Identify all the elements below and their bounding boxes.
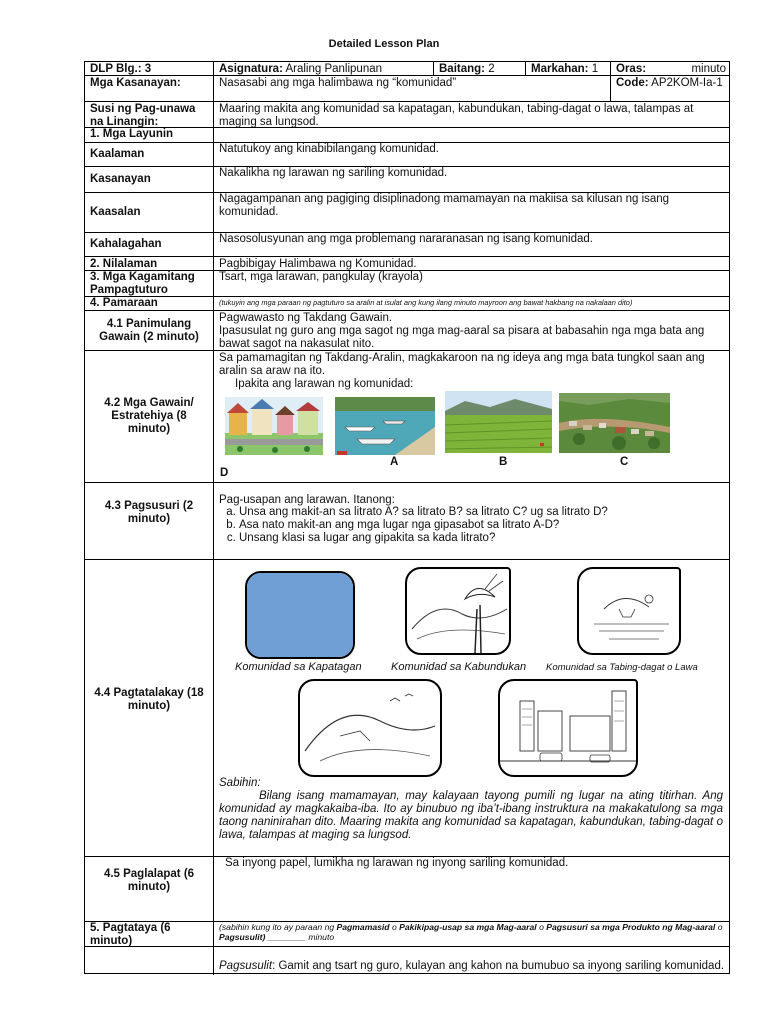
talampas-sketch <box>298 679 442 777</box>
tabing-dagat-sketch <box>577 567 681 655</box>
town-illustration <box>225 397 323 455</box>
content-label: 2. Nilalaman <box>90 258 158 270</box>
s43-intro: Pag-usapan ang larawan. Itanong: <box>219 494 395 506</box>
code: Code: AP2KOM-Ia-1 <box>616 77 723 89</box>
lungsod-sketch <box>498 679 638 777</box>
letter-d: D <box>220 467 229 479</box>
question-c: c. Unsang klasi sa lugar ang gipakita sa kada litrato? <box>239 532 719 545</box>
procedure-label: 4. Pamaraan <box>90 297 158 309</box>
s45-text: Sa inyong papel, lumikha ng larawan ng inyong sariling komunidad. <box>225 857 569 869</box>
content-value: Pagbibigay Halimbawa ng Komunidad. <box>219 258 417 270</box>
s42-label: 4.2 Mga Gawain/ Estratehiya (8 minuto) <box>104 397 194 435</box>
materials-label: 3. Mga Kagamitang Pampagtuturo <box>90 271 195 296</box>
lesson-plan-table <box>84 61 730 974</box>
materials-value: Tsart, mga larawan, pangkulay (krayola) <box>219 271 423 283</box>
kaasalan-label: Kaasalan <box>90 206 141 218</box>
dlp-number: DLP Blg.: 3 <box>90 63 152 75</box>
key-understanding-label: Susi ng Pag-unawa na Linangin: <box>90 103 196 128</box>
s44-label: 4.4 Pagtatalakay (18 minuto) <box>94 687 204 712</box>
skills-label: Mga Kasanayan: <box>90 77 181 89</box>
document-title: Detailed Lesson Plan <box>328 38 440 50</box>
subject: Asignatura: Araling Panlipunan <box>219 63 383 75</box>
question-a: a. Unsa ang makit-an sa litrato A? sa litrato B? sa litrato C? ug sa litrato D? <box>239 506 719 519</box>
sabihin-label: Sabihin: <box>219 777 261 789</box>
s42-show: Ipakita ang larawan ng komunidad: <box>235 378 414 390</box>
s41-line2: Ipasusulat ng guro ang mga sagot ng mga mag-aaral sa pisara at babasahin nga mga bata ang bawat sagot na nakasulat nito. <box>219 325 705 350</box>
blue-placeholder-fill <box>247 573 353 657</box>
time: Oras: minuto <box>616 63 726 75</box>
coastal-village-photo <box>335 397 435 455</box>
hillside-village-photo <box>559 393 670 453</box>
caption-tabing-dagat: Komunidad sa Tabing-dagat o Lawa <box>546 662 698 673</box>
letter-b: B <box>499 456 508 468</box>
kapatagan-placeholder <box>245 571 355 659</box>
kaasalan-value: Nagagampanan ang pagiging disiplinadong mamamayan na makiisa sa kilusan ng isang komunidad. <box>219 193 670 218</box>
s43-questions <box>219 506 719 545</box>
letter-c: C <box>620 456 629 468</box>
kasanayan-value: Nakalikha ng larawan ng sariling komunidad. <box>219 167 448 179</box>
pagsusulit: Pagsusulit: Gamit ang tsart ng guro, kulayan ang kahon na bumubuo sa inyong sariling komunidad. <box>219 960 725 972</box>
s44-paragraph: Bilang isang mamamayan, may kalayaan tayong pumili ng lugar na ating titirhan. Ang komunidad ay magkakaiba-iba. Ito ay binubuo ng iba’t-ibang instruktura na makakatulong sa mga taong naninirahan dito. Maaring makita ang komunidad sa kapatagan, kabundukan, tabing-dagat o lawa, talampas at maging sa lungsod. <box>219 790 723 841</box>
s41-label: 4.1 Panimulang Gawain (2 minuto) <box>99 318 199 343</box>
objectives-label: 1. Mga Layunin <box>90 128 174 140</box>
quarter: Markahan: 1 <box>531 63 599 75</box>
s42-text: Sa pamamagitan ng Takdang-Aralin, magkakaroon na ng ideya ang mga bata tungkol saan ang aralin sa araw na ito. <box>219 352 705 377</box>
kasanayan-label: Kasanayan <box>90 173 151 185</box>
skills-value: Nasasabi ang mga halimbawa ng “komunidad” <box>219 77 457 89</box>
procedure-note: (tukuyin ang mga paraan ng pagtuturo sa aralin at isulat ang kung ilang minuto mayroon ang bawat hakbang na nakalaan dito) <box>219 298 633 307</box>
kahalagahan-label: Kahalagahan <box>90 238 162 250</box>
caption-kabundukan: Komunidad sa Kabundukan <box>391 661 527 673</box>
key-understanding-value: Maaring makita ang komunidad sa kapatagan, kabundukan, tabing-dagat o lawa, talampas at maging sa lungsod. <box>219 103 694 128</box>
s43-label: 4.3 Pagsusuri (2 minuto) <box>104 500 194 525</box>
s5-note: (sabihin kung ito ay paraan ng Pagmamasid o Pakikipag-usap sa mga Mag-aaral o Pagsusuri sa mga Produkto ng Mag-aaral o Pagsusulit) ________ minuto <box>219 922 723 942</box>
kaalaman-value: Natutukoy ang kinabibilangang komunidad. <box>219 143 439 155</box>
s45-label: 4.5 Paglalapat (6 minuto) <box>103 868 195 893</box>
grade: Baitang: 2 <box>439 63 495 75</box>
question-b: b. Asa nato makit-an ang mga lugar nga gipasabot sa litrato A-D? <box>239 519 719 532</box>
s41-line1: Pagwawasto ng Takdang Gawain. <box>219 312 393 324</box>
kahalagahan-value: Nasosolusyunan ang mga problemang nararanasan ng isang komunidad. <box>219 233 593 245</box>
s5-label: 5. Pagtataya (6 minuto) <box>90 922 171 947</box>
caption-kapatagan: Komunidad sa Kapatagan <box>235 661 362 673</box>
rice-field-photo <box>445 391 552 453</box>
kaalaman-label: Kaalaman <box>90 148 145 160</box>
kabundukan-sketch <box>405 567 511 655</box>
letter-a: A <box>390 456 399 468</box>
